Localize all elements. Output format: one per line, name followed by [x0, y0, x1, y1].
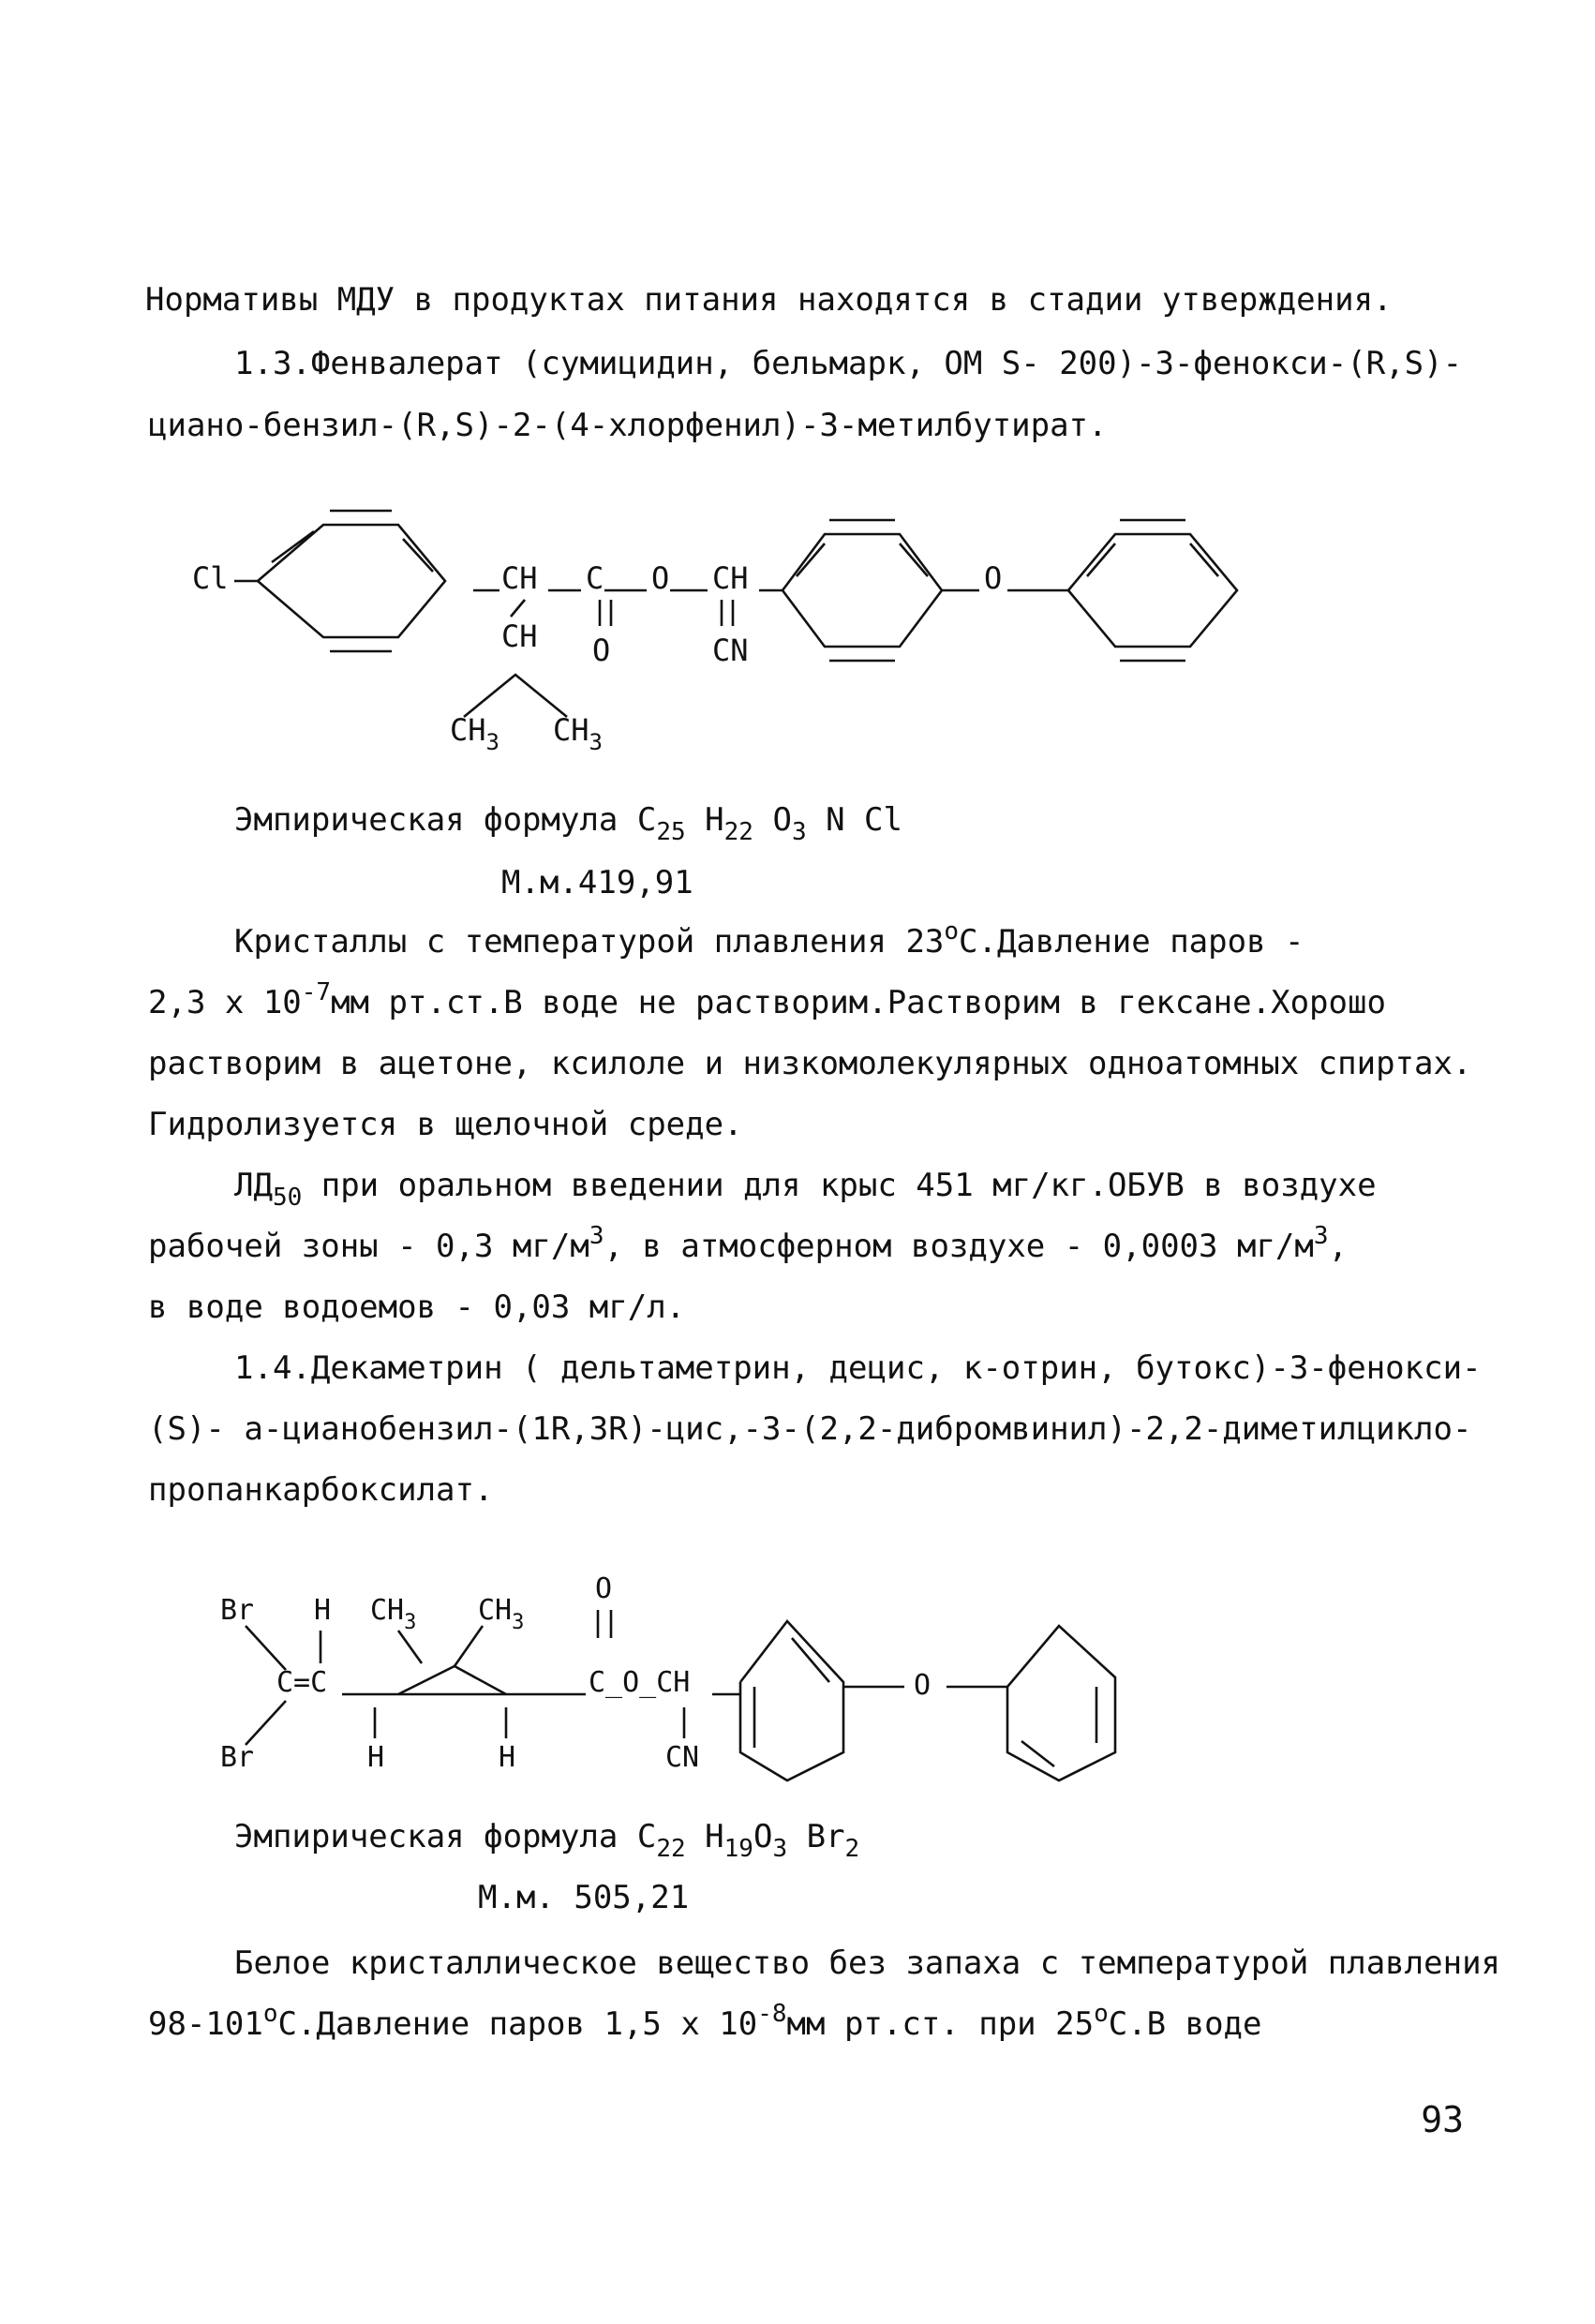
ch-atom-b: CH: [712, 560, 749, 596]
formula-2: Эмпирическая формула $C_{22}$ $H_{19}O_3$ $Br_2$: [234, 1818, 860, 1863]
h-atom-bottom-2: H: [499, 1741, 516, 1774]
molar-mass-2: М.м. 505,21: [478, 1879, 690, 1916]
carbonyl-o: O: [592, 633, 611, 668]
description-2-line-1: Белое кристаллическое вещество без запаха с температурой плавления: [234, 1944, 1501, 1982]
h-atom-top: H: [314, 1594, 332, 1627]
ch3-left: $CH_3$: [450, 712, 499, 755]
molar-mass-1: М.м.419,91: [501, 864, 693, 901]
toxicity-line-2: рабочей зоны - 0,3 $мг/м^3$, в атмосферном воздухе - 0,0003 $мг/м^3$,: [148, 1222, 1348, 1265]
ch3-a: $CH_3$: [370, 1594, 417, 1634]
ch-atom-a: CH: [501, 560, 538, 596]
description-1-line-1: Кристаллы с температурой плавления 23$^o$С.Давление паров -: [234, 917, 1304, 961]
ester-linkage: C_O_CH: [589, 1666, 691, 1699]
ether-o: O: [984, 560, 1003, 596]
ether-o-2: O: [914, 1669, 932, 1702]
br-atom-bottom: Br: [220, 1741, 255, 1774]
cl-atom: Cl: [192, 560, 229, 596]
carbonyl-o-top: O: [595, 1572, 613, 1605]
section-1-4-line-1: 1.4.Декаметрин ( дельтаметрин, децис, к-отрин, бутокс)-3-фенокси-: [234, 1349, 1482, 1387]
description-1-line-2: 2,3 х $10^{-7}мм$ рт.ст.В воде не растворим.Растворим в гексане.Хорошо: [148, 978, 1386, 1021]
description-1-line-4: Гидролизуется в щелочной среде.: [148, 1106, 743, 1143]
ch3-b: $CH_3$: [478, 1594, 525, 1634]
toxicity-line-3: в воде водоемов - 0,03 мг/л.: [148, 1289, 686, 1326]
description-1-line-3: растворим в ацетоне, ксилоле и низкомолекулярных одноатомных спиртах.: [148, 1045, 1472, 1082]
h-atom-bottom-1: H: [367, 1741, 385, 1774]
br-atom-top: Br: [220, 1594, 255, 1627]
section-1-4-line-2: (S)- а-цианобензил-(1R,3R)-цис,-3-(2,2-дибромвинил)-2,2-диметилцикло-: [148, 1410, 1472, 1448]
section-1-4-line-3: пропанкарбоксилат.: [148, 1471, 494, 1509]
paragraph-norms: Нормативы МДУ в продуктах питания находятся в стадии утверждения.: [145, 281, 1393, 319]
page-number: 93: [1421, 2099, 1464, 2140]
phenyl-ring-2: [1007, 1626, 1115, 1780]
ch3-right: $CH_3$: [553, 712, 603, 755]
section-1-3-line-1: 1.3.Фенвалерат (сумицидин, бельмарк, ОМ S- 200)-3-фенокси-(R,S)-: [234, 345, 1463, 382]
c-atom-a: C: [586, 560, 604, 596]
formula-1: Эмпирическая формула $C_{25}$ $H_{22}$ $O_3$ N Cl: [234, 801, 902, 846]
toxicity-line-1: $ЛД_{50}$ при оральном введении для крыс 451 мг/кг.ОБУВ в воздухе: [234, 1167, 1377, 1212]
vinyl-c-c: C=C: [276, 1666, 328, 1699]
cn-group: CN: [712, 633, 749, 668]
section-1-3-line-2: циано-бензил-(R,S)-2-(4-хлорфенил)-3-метилбутират.: [148, 407, 1108, 444]
ch-atom-c: CH: [501, 618, 538, 654]
benzyl-ring: [740, 1621, 843, 1780]
o-atom-a: O: [651, 560, 670, 596]
description-2-line-2: 98-101$^o$С.Давление паров 1,5 х $10^{-8}мм$ рт.ст. при 25$^o$С.В воде: [148, 2000, 1262, 2043]
cn-group-2: CN: [665, 1741, 700, 1774]
